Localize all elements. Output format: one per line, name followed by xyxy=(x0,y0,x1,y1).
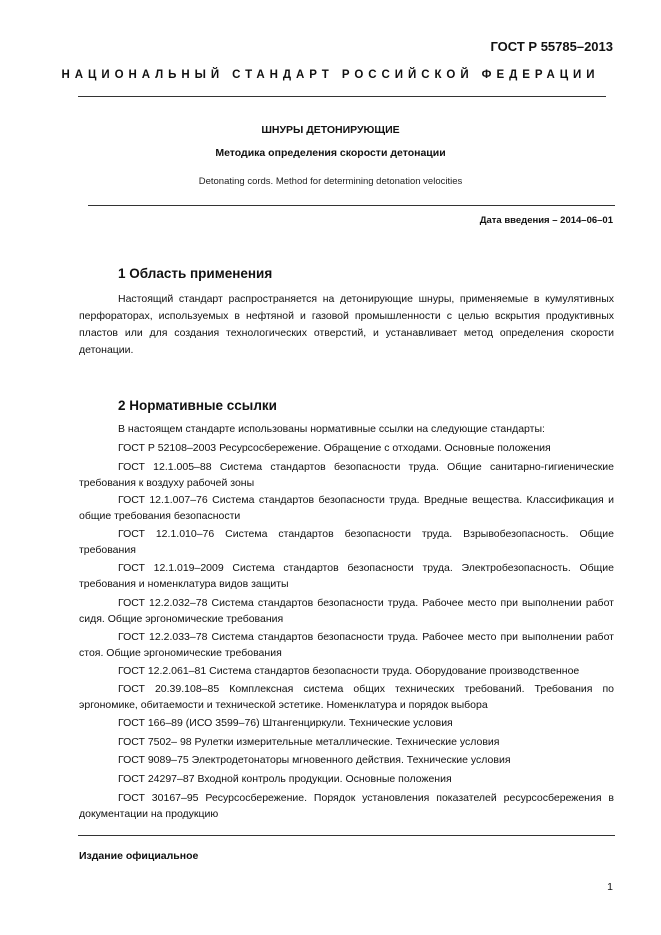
reference-item: ГОСТ 12.2.033–78 Система стандартов безопасности труда. Рабочее место при выполнении работ стоя. Общие эргономические требования xyxy=(79,631,614,659)
document-subtitle: Методика определения скорости детонации xyxy=(215,147,446,159)
section-title-references: 2 Нормативные ссылки xyxy=(118,398,277,413)
national-standard-heading: НАЦИОНАЛЬНЫЙ СТАНДАРТ РОССИЙСКОЙ ФЕДЕРАЦИИ xyxy=(61,69,600,81)
reference-item: ГОСТ 12.1.005–88 Система стандартов безопасности труда. Общие санитарно-гигиенические требования к воздуху рабочей зоны xyxy=(79,461,614,489)
introduction-date: Дата введения – 2014–06–01 xyxy=(479,215,613,226)
scope-paragraph: Настоящий стандарт распространяется на детонирующие шнуры, применяемые в кумулятивных перфораторах, используемых в нефтяной и газовой промышленности с целью вскрытия продуктивных пластов или для создания технологических отверстий, и устанавливает метод определения скорости детонации. xyxy=(79,293,614,356)
reference-item: ГОСТ 12.2.061–81 Система стандартов безопасности труда. Оборудование производственное xyxy=(118,665,580,677)
references-intro: В настоящем стандарте использованы нормативные ссылки на следующие стандарты: xyxy=(118,423,545,435)
document-title: ШНУРЫ ДЕТОНИРУЮЩИЕ xyxy=(261,124,400,136)
reference-item: ГОСТ 12.1.010–76 Система стандартов безопасности труда. Взрывобезопасность. Общие требования xyxy=(79,528,614,556)
official-edition-label: Издание официальное xyxy=(79,850,199,862)
reference-item: ГОСТ 24297–87 Входной контроль продукции. Основные положения xyxy=(118,773,452,785)
reference-item: ГОСТ 12.2.032–78 Система стандартов безопасности труда. Рабочее место при выполнении работ сидя. Общие эргономические требования xyxy=(79,597,614,625)
reference-item: ГОСТ 20.39.108–85 Комплексная система общих технических требований. Требования по эргономике, обитаемости и технической эстетике. Номенклатура и порядок выбора xyxy=(79,683,614,711)
reference-item: ГОСТ 12.1.019–2009 Система стандартов безопасности труда. Электробезопасность. Общие требования и номенклатура видов защиты xyxy=(79,562,614,590)
reference-item: ГОСТ 166–89 (ИСО 3599–76) Штангенциркули. Технические условия xyxy=(118,717,453,729)
footer-divider xyxy=(78,835,615,836)
header-divider xyxy=(78,96,606,97)
document-code: ГОСТ Р 55785–2013 xyxy=(490,39,613,54)
reference-item: ГОСТ 12.1.007–76 Система стандартов безопасности труда. Вредные вещества. Классификация и общие требования безопасности xyxy=(79,494,614,522)
section-title-scope: 1 Область применения xyxy=(118,266,273,281)
page-number: 1 xyxy=(607,881,613,893)
reference-item: ГОСТ 9089–75 Электродетонаторы мгновенного действия. Технические условия xyxy=(118,754,511,766)
reference-item: ГОСТ 7502– 98 Рулетки измерительные металлические. Технические условия xyxy=(118,736,500,748)
reference-item: ГОСТ 30167–95 Ресурсосбережение. Порядок установления показателей ресурсосбережения в документации на продукцию xyxy=(79,792,614,820)
document-title-english: Detonating cords. Method for determining detonation velocities xyxy=(198,176,463,187)
title-divider xyxy=(88,205,615,206)
reference-item: ГОСТ Р 52108–2003 Ресурсосбережение. Обращение с отходами. Основные положения xyxy=(118,442,551,454)
